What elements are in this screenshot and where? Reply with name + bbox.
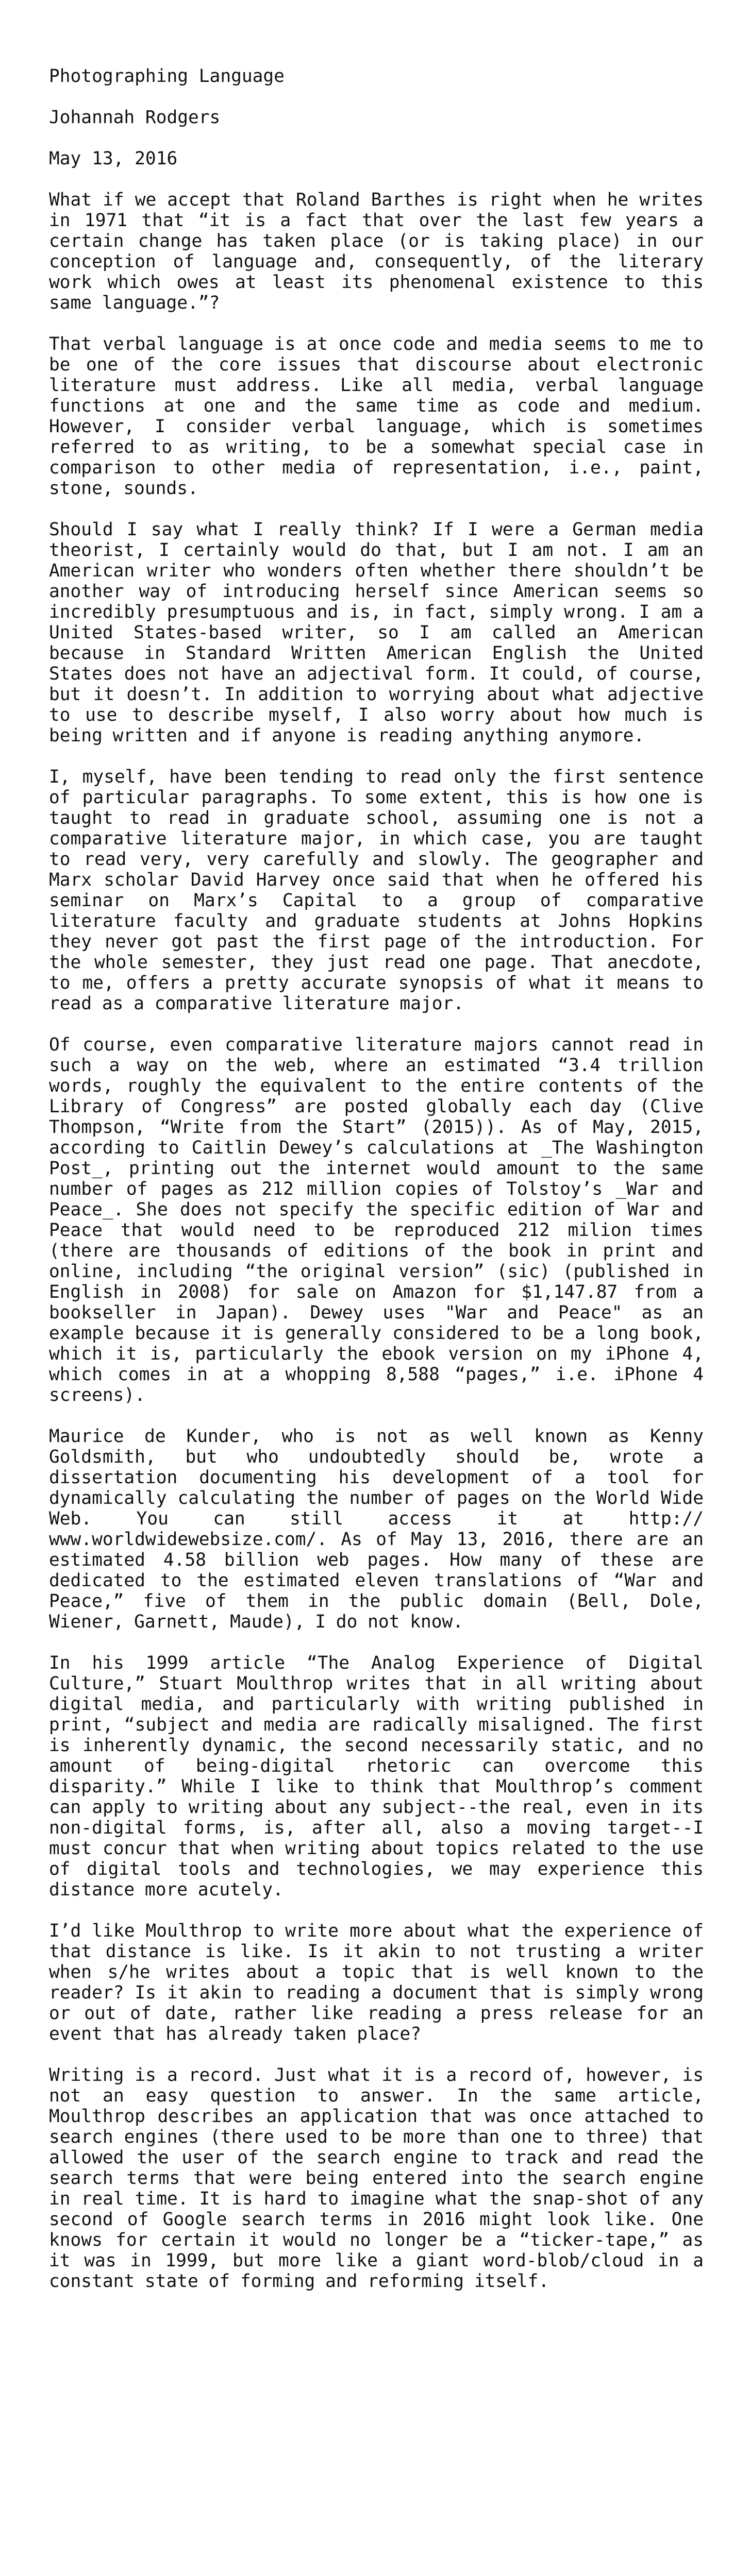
document-title: Photographing Language [49, 66, 285, 87]
paragraph-1: What if we accept that Roland Barthes is right when he writes in 1971 that “it is a fact that over the last few years a certain change has taken place (or is taking place) in our conception of language and, consequently, of the literary work which owes at least its phenomenal existence to this same language.”? [49, 190, 704, 313]
paragraph-3: Should I say what I really think? If I were a German media theorist, I certainly would do that, but I am not. I am an American writer who wonders often whether there shouldn’t be another way of introducing herself since American seems so incredibly presumptuous and is, in fact, simply wrong. I am a United States-based writer, so I am called an American because in Standard Written American English the United States does not have an adjectival form. It could, of course, but it doesn’t. In addition to worrying about what adjective to use to describe myself, I also worry about how much is being written and if anyone is reading anything anymore. [49, 519, 704, 746]
paragraph-8: I’d like Moulthrop to write more about what the experience of that distance is like. Is it akin to not trusting a writer when s/he writes about a topic that is well known to the reader? Is it akin to reading a document that is simply wrong or out of date, rather like reading a press release for an event that has already taken place? [49, 1921, 704, 2044]
document-body [49, 66, 704, 2312]
paragraph-6: Maurice de Kunder, who is not as well known as Kenny Goldsmith, but who undoubtedly should be, wrote a dissertation documenting his development of a tool for dynamically calculating the number of pages on the World Wide Web. You can still access it at http:// www.worldwidewebsize.com/. As of May 13, 2016, there are an estimated 4.58 billion web pages. How many of these are dedicated to the estimated eleven translations of “War and Peace,” five of them in the public domain (Bell, Dole, Wiener, Garnett, Maude), I do not know. [49, 1426, 704, 1632]
author-name: Johannah Rodgers [49, 107, 221, 128]
paragraph-4: I, myself, have been tending to read only the first sentence of particular paragraphs. To some extent, this is how one is taught to read in graduate school, assuming one is not a comparative literature major, in which case, you are taught to read very, very carefully and slowly. The geographer and Marx scholar David Harvey once said that when he offered his seminar on Marx’s Capital to a group of comparative literature faculty and graduate students at Johns Hopkins they never got past the first page of the introduction. For the whole semester, they just read one page. That anecdote, to me, offers a pretty accurate synopsis of what it means to read as a comparative literature major. [49, 767, 704, 1014]
document-date: May 13, 2016 [49, 148, 178, 169]
paragraph-5: Of course, even comparative literature majors cannot read in such a way on the web, where an estimated “3.4 trillion words, roughly the equivalent to the entire contents of the Library of Congress” are posted globally each day (Clive Thompson, “Write from the Start” (2015)). As of May, 2015, according to Caitlin Dewey’s calculations at _The Washington Post_, printing out the internet would amount to the same number of pages as 212 million copies of Tolstoy’s _War and Peace_. She does not specify the specific edition of War and Peace that would need to be reproduced 212 milion times (there are thousands of editions of the book in print and online, including “the original version” (sic) (published in English in 2008) for sale on Amazon for $1,147.87 from a bookseller in Japan). Dewey uses "War and Peace" as an example because it is generally considered to be a long book, which it is, particularly the ebook version on my iPhone 4, which comes in at a whopping 8,588 “pages,” i.e. iPhone 4 screens). [49, 1035, 704, 1405]
paragraph-7: In his 1999 article “The Analog Experience of Digital Culture,” Stuart Moulthrop writes that in all writing about digital media, and particularly with writing published in print, “subject and media are radically misaligned. The first is inherently dynamic, the second necessarily static, and no amount of being-digital rhetoric can overcome this disparity.” While I like to think that Moulthrop’s comment can apply to writing about any subject--the real, even in its non-digital forms, is, after all, also a moving target--I must concur that when writing about topics related to the use of digital tools and technologies, we may experience this distance more acutely. [49, 1653, 704, 1900]
paragraph-2: That verbal language is at once code and media seems to me to be one of the core issues that discourse about electronic literature must address. Like all media, verbal language functions at one and the same time as code and medium. However, I consider verbal language, which is sometimes referred to as writing, to be a somewhat special case in comparison to other media of representation, i.e., paint, stone, sounds. [49, 334, 704, 499]
paragraph-9: Writing is a record. Just what it is a record of, however, is not an easy question to answer. In the same article, Moulthrop describes an application that was once attached to search engines (there used to be more than one to three) that allowed the user of the search engine to track and read the search terms that were being entered into the search engine in real time. It is hard to imagine what the snap-shot of any second of Google search terms in 2016 might look like. One knows for certain it would no longer be a “ticker-tape,” as it was in 1999, but more like a giant word-blob/cloud in a constant state of forming and reforming itself. [49, 2065, 704, 2292]
